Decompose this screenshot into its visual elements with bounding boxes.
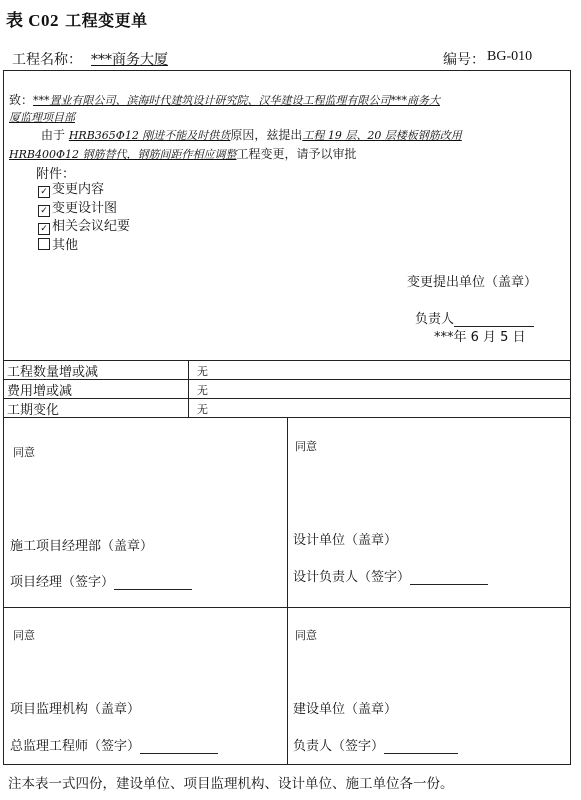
responsible-signature [415,308,534,327]
owner-unit-label: 建设单位（盖章） [293,702,398,717]
signature-line[interactable] [410,570,488,585]
request-date: ***年 6 月 5 日 [434,330,526,345]
reason-text: HRB365Φ12 刚进不能及时供货 [68,129,231,142]
reason-mid: 原因，兹提出 [230,128,303,142]
contractor-opinion[interactable]: 同意 [13,446,35,459]
designer-signer-label: 设计负责人（签字） [293,570,411,585]
change-value-schedule[interactable]: 无 [197,403,208,416]
signature-line[interactable] [384,739,458,754]
attachment-list [38,181,130,255]
reason-end: 工程变更，请予以审批 [236,147,357,161]
recipient-prefix: 致： [9,93,34,107]
designer-unit-label: 设计单位（盖章） [293,533,398,548]
form-title [6,6,148,31]
change-label-quantity: 工程数量增或减 [7,365,99,380]
supervisor-opinion[interactable]: 同意 [13,629,35,642]
contractor-signer [10,571,192,590]
change-part-2: HRB400Φ12 钢筋替代，钢筋间距作相应调整 [9,148,237,161]
reason-prefix: 由于 [41,128,66,142]
attachment-item[interactable]: ✓ 相关会议纪要 [38,218,130,237]
signature-line[interactable] [140,739,218,754]
signature-line[interactable] [454,312,534,327]
change-value-cost[interactable]: 无 [197,384,208,397]
owner-signer [293,735,458,754]
form-number-label: 编号： [443,52,485,68]
owner-signer-label: 负责人（签字） [293,739,385,754]
recipient-block [9,92,569,126]
attachment-item[interactable]: ✓ 变更设计图 [38,200,130,219]
checkbox-checked-icon[interactable]: ✓ [38,205,50,217]
contractor-signer-label: 项目经理（签字） [10,575,115,590]
supervisor-signer-label: 总监理工程师（签字） [10,739,141,754]
change-label-schedule: 工期变化 [7,403,60,418]
project-name-value: ***商务大厦 [91,52,168,68]
supervisor-signer [10,735,218,754]
designer-opinion[interactable]: 同意 [295,440,317,453]
form-number-value: BG-010 [487,49,533,64]
contractor-unit-label: 施工项目经理部（盖章） [10,539,154,554]
checkbox-checked-icon[interactable]: ✓ [38,186,50,198]
attachments-label: 附件： [36,167,76,182]
table-number: 表 C02 [6,11,60,30]
reason-line-2 [9,145,356,162]
project-name-label: 工程名称： [12,52,82,68]
reason-line-1 [41,126,462,143]
designer-signer [293,566,488,585]
recipient-line-2: 厦监理项目部 [9,111,75,124]
checkbox-unchecked-icon[interactable] [38,238,50,250]
signature-line[interactable] [114,575,192,590]
change-value-quantity[interactable]: 无 [197,365,208,378]
responsible-label: 负责人 [415,312,455,327]
change-label-cost: 费用增或减 [7,384,73,399]
attachment-item[interactable]: ✓ 变更内容 [38,181,130,200]
attachment-item[interactable]: 其他 [38,237,130,256]
recipient-line-1: ***置业有限公司、滨海时代建筑设计研究院、汉华建设工程监理有限公司***商务大 [33,94,441,107]
form-table [3,70,571,765]
proposing-unit-label: 变更提出单位（盖章） [407,275,538,290]
footnote: 注本表一式四份，建设单位、项目监理机构、设计单位、施工单位各一份。 [8,776,454,792]
change-part-1: 工程 19 层、20 层楼板钢筋改用 [302,129,462,142]
supervisor-unit-label: 项目监理机构（盖章） [10,702,141,717]
owner-opinion[interactable]: 同意 [295,629,317,642]
checkbox-checked-icon[interactable]: ✓ [38,223,50,235]
form-name: 工程变更单 [65,11,148,30]
